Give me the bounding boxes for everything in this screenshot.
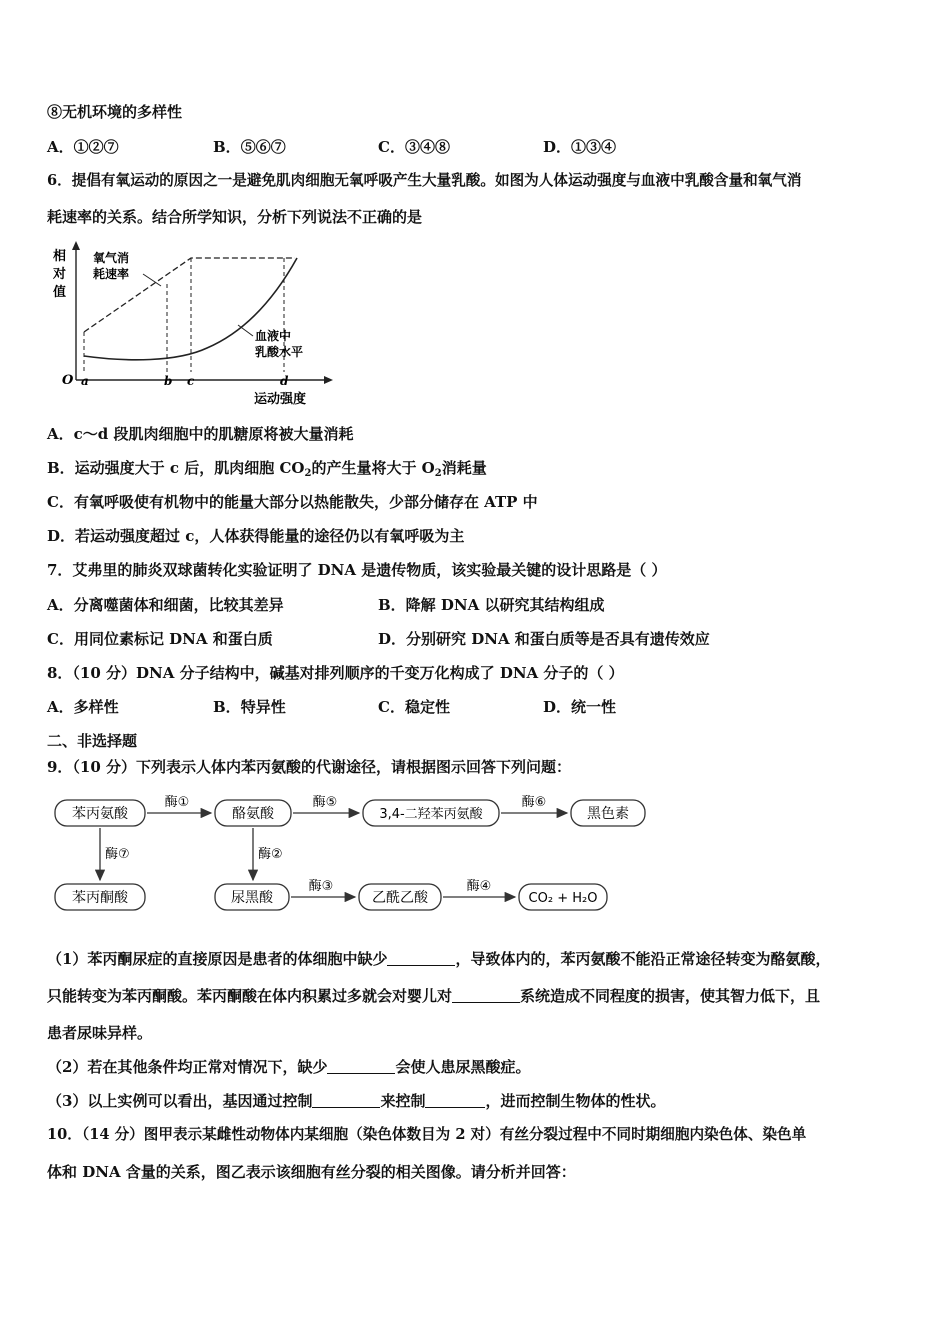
- option-text: ⑤⑥⑦: [240, 138, 286, 156]
- answer-blank[interactable]: [452, 988, 520, 1003]
- option-text: 特异性: [240, 698, 286, 716]
- enzyme-1-label: 酶①: [164, 795, 190, 810]
- option-d: [543, 137, 616, 157]
- q9-part3: [47, 1091, 665, 1111]
- option-c: [378, 137, 450, 157]
- q6-option-d: D．若运动强度超过 c，人体获得能量的途径仍以有氧呼吸为主: [47, 527, 465, 545]
- q8-option-c: [378, 697, 450, 717]
- option-text: 统一性: [571, 698, 617, 716]
- y-axis-arrow: [72, 241, 80, 250]
- node-melanin-label: 黑色素: [587, 806, 629, 822]
- node-homogentisate-label: 尿黑酸: [231, 890, 273, 906]
- q9-p1b: ，导致体内的，苯丙氨酸不能沿正常途径转变为酪氨酸，: [455, 950, 831, 968]
- option-letter: D．: [543, 138, 572, 156]
- node-co2-h2o-label: CO₂ + H₂O: [528, 891, 598, 906]
- q9-p3c: ，进而控制生物体的性状。: [485, 1092, 666, 1110]
- q6-optb-sub2: 2: [434, 468, 442, 479]
- q9-pathway-diagram: [47, 788, 657, 918]
- q10-stem-line1: 10．（14 分）图甲表示某雌性动物体内某细胞（染色体数目为 2 对）有丝分裂过程中不同时期细胞内染色体、染色单: [47, 1126, 807, 1143]
- option-text: ①②⑦: [73, 138, 119, 156]
- q9-p3b: 来控制: [380, 1092, 426, 1110]
- q9-p2b: 会使人患尿黑酸症。: [395, 1058, 531, 1076]
- q6-option-b: [47, 458, 487, 484]
- q9-part1-line2: [47, 986, 820, 1006]
- enzyme-2-label: 酶②: [258, 847, 283, 862]
- q7-option-b: B．降解 DNA 以研究其结构组成: [378, 596, 605, 614]
- q8-option-a: [47, 697, 119, 717]
- option-letter: A．: [47, 698, 74, 716]
- lactate-label-pointer: [238, 325, 253, 336]
- o2-label-1: 氧气消: [93, 251, 130, 265]
- y-label-2: 对: [53, 267, 67, 282]
- q6-optb-sub1: 2: [304, 468, 312, 479]
- q9-p1a: （1）苯丙酮尿症的直接原因是患者的体细胞中缺少: [47, 950, 388, 968]
- q7-option-c: C．用同位素标记 DNA 和蛋白质: [47, 630, 273, 648]
- y-label-1: 相: [53, 249, 67, 264]
- q8-option-d: [543, 697, 616, 717]
- q9-p1d: 系统造成不同程度的损害，使其智力低下，且: [520, 987, 821, 1005]
- answer-blank[interactable]: [425, 1093, 485, 1108]
- q6-option-c: C．有氧呼吸使有机物中的能量大部分以热能散失，少部分储存在 ATP 中: [47, 493, 538, 511]
- q6-optb-mid: 的产生量将大于 O: [311, 459, 435, 477]
- option-letter: C．: [378, 698, 405, 716]
- q6-stem-line2: 耗速率的关系。结合所学知识，分析下列说法不正确的是: [47, 208, 423, 226]
- q7-stem: 7．艾弗里的肺炎双球菌转化实验证明了 DNA 是遗传物质，该实验最关键的设计思路是（ ）: [47, 561, 667, 579]
- q6-figure: [47, 238, 337, 423]
- o2-label-2: 耗速率: [93, 267, 130, 281]
- q9-part1-line1: [47, 949, 830, 969]
- y-label-3: 值: [53, 285, 67, 300]
- q9-p3a: （3）以上实例可以看出，基因通过控制: [47, 1092, 313, 1110]
- q6-optb-pre: B．运动强度大于 c 后，肌肉细胞 CO: [47, 459, 305, 477]
- enzyme-3-label: 酶③: [308, 879, 334, 894]
- q9-part2: [47, 1057, 530, 1077]
- section-heading: 二、非选择题: [47, 732, 138, 750]
- option-a: [47, 137, 119, 157]
- q6-stem-line1: 6．提倡有氧运动的原因之一是避免肌肉细胞无氧呼吸产生大量乳酸。如图为人体运动强度与血液中乳酸含量和氧气消: [47, 172, 802, 189]
- q9-p1c: 只能转变为苯丙酮酸。苯丙酮酸在体内积累过多就会对婴儿对: [47, 987, 453, 1005]
- answer-blank[interactable]: [312, 1093, 380, 1108]
- q8-option-b: [213, 697, 286, 717]
- q9-part1-line3: 患者尿味异样。: [47, 1024, 153, 1042]
- answer-blank[interactable]: [387, 951, 455, 966]
- enzyme-4-label: 酶④: [466, 879, 492, 894]
- option-text: 多样性: [73, 698, 119, 716]
- x-tick-a: a: [81, 374, 89, 388]
- option-letter: C．: [378, 138, 405, 156]
- q8-stem: 8．（10 分）DNA 分子结构中，碱基对排列顺序的千变万化构成了 DNA 分子的（ ）: [47, 664, 624, 682]
- lactate-label-1: 血液中: [255, 329, 292, 343]
- option-text: 稳定性: [404, 698, 450, 716]
- q7-option-a: A．分离噬菌体和细菌，比较其差异: [47, 596, 284, 614]
- option-letter: A．: [47, 138, 74, 156]
- answer-blank[interactable]: [327, 1059, 395, 1074]
- option-text: ①③④: [571, 138, 617, 156]
- enzyme-7-label: 酶⑦: [105, 847, 130, 862]
- option-letter: B．: [213, 138, 241, 156]
- node-dopa-label: 3,4-二羟苯丙氨酸: [379, 807, 483, 822]
- x-tick-c: c: [187, 374, 195, 388]
- enzyme-5-label: 酶⑤: [312, 795, 338, 810]
- q10-stem-line2: 体和 DNA 含量的关系，图乙表示该细胞有丝分裂的相关图像。请分析并回答：: [47, 1163, 576, 1181]
- node-phenylalanine-label: 苯丙氨酸: [72, 806, 128, 822]
- node-phenylpyruvate-label: 苯丙酮酸: [72, 890, 128, 906]
- lactate-label-2: 乳酸水平: [255, 345, 304, 359]
- q7-option-d: D．分别研究 DNA 和蛋白质等是否具有遗传效应: [378, 630, 710, 648]
- q9-p2a: （2）若在其他条件均正常对情况下，缺少: [47, 1058, 328, 1076]
- option-letter: D．: [543, 698, 572, 716]
- node-acetoacetate-label: 乙酰乙酸: [372, 890, 428, 906]
- node-tyrosine-label: 酪氨酸: [232, 806, 274, 822]
- x-axis-arrow: [324, 376, 333, 384]
- x-tick-d: d: [280, 374, 289, 388]
- q6-optb-post: 消耗量: [441, 459, 487, 477]
- q6-option-a: A．c～d 段肌肉细胞中的肌糖原将被大量消耗: [47, 425, 354, 443]
- item-8-text: ⑧无机环境的多样性: [47, 103, 183, 121]
- option-text: ③④⑧: [404, 138, 450, 156]
- origin-label: O: [62, 373, 74, 388]
- option-letter: B．: [213, 698, 241, 716]
- x-axis-label: 运动强度: [254, 392, 307, 407]
- q9-stem: 9．（10 分）下列表示人体内苯丙氨酸的代谢途径，请根据图示回答下列问题：: [47, 758, 572, 776]
- option-b: [213, 137, 286, 157]
- enzyme-6-label: 酶⑥: [521, 795, 547, 810]
- x-tick-b: b: [164, 374, 173, 388]
